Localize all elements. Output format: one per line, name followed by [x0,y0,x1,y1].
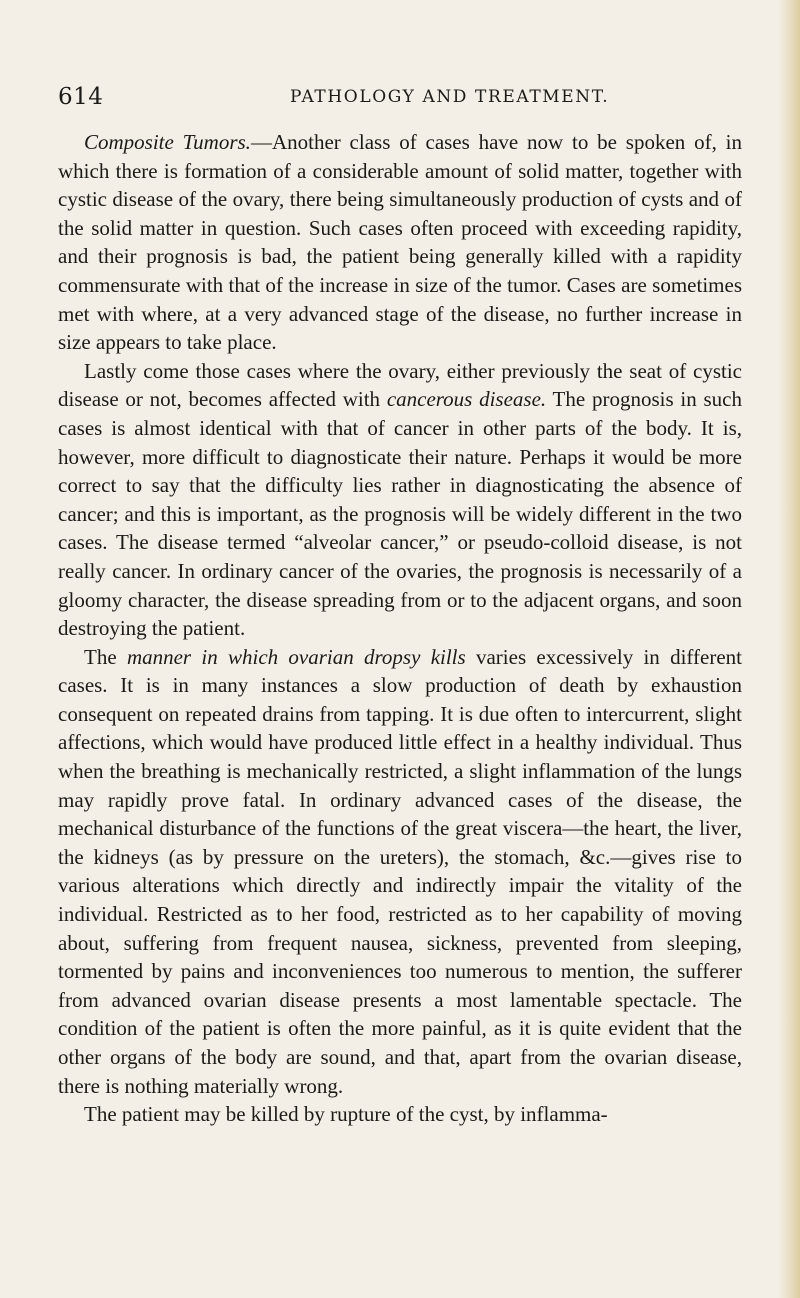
paragraph-manner-of-death [58,643,742,1101]
italic-phrase: manner in which ovarian dropsy kills [126,644,466,669]
body-text [58,128,742,1129]
section-heading-italic: Composite Tumors. [84,130,251,154]
paragraph-text: varies excessively in different cases. It is in many instances a slow production of death by exhaustion consequent on repeated drains from tapping. It is due often to intercurrent, slight affections, which would have produced little effect in a healthy individual. Thus when the breathing is mechanically restricted, a slight inflammation of the lungs may rapidly prove fatal. In ordinary advanced cases of the disease, the mechanical disturbance of the functions of the great viscera—the heart, the liver, the kidneys (as by pressure on the ureters), the stomach, &c.—gives rise to various alterations which directly and indirectly impair the vitality of the individual. Restricted as to her food, restricted as to her capability of moving about, suffering from frequent nausea, sickness, prevented from sleeping, tormented by pains and inconveniences too numerous to mention, the sufferer from advanced ovarian disease presents a most lamentable spectacle. The condition of the patient is often the more painful, as it is quite evident that the other organs of the body are sound, and that, apart from the ovarian disease, there is nothing materially wrong. [58,644,742,1098]
paragraph-text: The patient may be killed by rupture of the cyst, by inflamma- [84,1102,608,1127]
running-head: PATHOLOGY AND TREATMENT. [290,87,610,107]
page-edge [778,0,800,1298]
paragraph-text: Lastly come those cases where the ovary, either previously the seat of cystic disease or not, becomes affected with [58,358,742,412]
paragraph-text: The [84,644,127,669]
paragraph-text: The prognosis in such cases is almost identical with that of cancer in other parts of the body. It is, however, more difficult to diagnosticate their nature. Perhaps it would be more correct to say that the difficulty lies rather in diagnosticating the absence of cancer; and this is important, as the prognosis will be widely different in the two cases. The disease termed “alveolar cancer,” or pseudo-colloid disease, is not really cancer. In ordinary cancer of the ovaries, the prognosis is necessarily of a gloomy character, the disease spreading from or to the adjacent organs, and soon destroying the patient. [58,387,742,641]
paragraph-text: —Another class of cases have now to be spoken of, in which there is formation of a considerable amount of solid matter, together with cystic disease of the ovary, there being simultaneously production of cysts and of the solid matter in question. Such cases often proceed with exceeding rapidity, and their prognosis is bad, the patient being generally killed with a rapidity commensurate with that of the increase in size of the tumor. Cases are sometimes met with where, at a very advanced stage of the disease, no further increase in size appears to take place. [58,130,743,355]
page-header [58,84,748,114]
paragraph-rupture [58,1100,742,1129]
italic-phrase: cancerous disease. [386,387,547,412]
paragraph-composite-tumors [58,128,742,357]
paragraph-cancerous-disease [58,357,742,643]
page-number: 614 [58,84,104,110]
